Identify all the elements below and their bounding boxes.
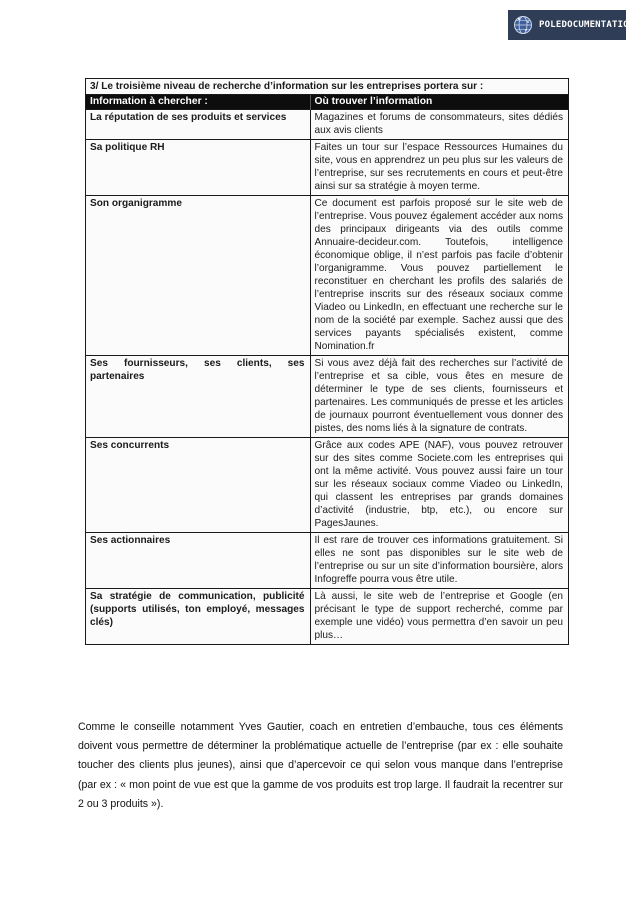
globe-icon xyxy=(513,15,533,35)
row-topic: Ses actionnaires xyxy=(86,533,310,589)
row-source: Si vous avez déjà fait des recherches sur l’activité de l’entreprise et sa cible, vous êtes en mesure de déterminer le type de ses clients, fournisseurs et partenaires. Les communiqués de presse et les articles de journaux pourront éventuellement vous donner des pistes, des noms liés à la signature de contrats. xyxy=(310,356,568,438)
row-topic: Ses concurrents xyxy=(86,438,310,533)
table-row xyxy=(86,438,568,533)
row-source: Ce document est parfois proposé sur le site web de l’entreprise. Vous pouvez également accéder aux noms des principaux dirigeants via des outils comme Annuaire-decideur.com. Toutefois, intelligence économique oblige, il n’est parfois pas facile d’obtenir l’organigramme. Vous pouvez partiellement le reconstituer en cherchant les profils des salariés de l’entreprise inscrits sur des réseaux sociaux comme Viadeo ou LinkedIn, en effectuant une recherche sur le nom de la société par exemple. Sachez aussi que des services payants spécialisés existent, comme Nomination.fr xyxy=(310,196,568,356)
header-where: Où trouver l’information xyxy=(310,95,568,110)
info-grid xyxy=(86,95,568,644)
table-header-row xyxy=(86,95,568,110)
poledocumentation-logo xyxy=(508,10,635,40)
table-row xyxy=(86,356,568,438)
table-row xyxy=(86,110,568,140)
information-table xyxy=(85,78,569,645)
row-topic: Sa stratégie de communication, publicité (supports utilisés, ton employé, messages clés) xyxy=(86,589,310,645)
row-topic: Son organigramme xyxy=(86,196,310,356)
table-row xyxy=(86,533,568,589)
table-row xyxy=(86,196,568,356)
table-row xyxy=(86,140,568,196)
row-topic: La réputation de ses produits et services xyxy=(86,110,310,140)
body-paragraph: Comme le conseille notamment Yves Gautier, coach en entretien d’embauche, tous ces éléments doivent vous permettre de déterminer la problématique actuelle de l’entreprise (par ex : elle souhaite toucher des clients plus jeunes), ainsi que d’apercevoir ce qui selon vous manque dans l’entreprise (par ex : « mon point de vue est que la gamme de vos produits est trop large. Il faudrait la recentrer sur 2 ou 3 produits »). xyxy=(78,720,563,811)
row-topic: Ses fournisseurs, ses clients, ses partenaires xyxy=(86,356,310,438)
table-caption: 3/ Le troisième niveau de recherche d’information sur les entreprises portera sur : xyxy=(86,79,568,95)
row-source: Là aussi, le site web de l’entreprise et Google (en précisant le type de support recherché, comme par exemple une vidéo) vous permettra d’en savoir un peu plus… xyxy=(310,589,568,645)
table-row xyxy=(86,589,568,645)
row-source: Faites un tour sur l’espace Ressources Humaines du site, vous en apprendrez un peu plus sur les valeurs de l’entreprise, sur ses recrutements en cours et peut-être ainsi sur sa stratégie à moyen terme. xyxy=(310,140,568,196)
row-source: Il est rare de trouver ces informations gratuitement. Si elles ne sont pas disponibles sur le site web de l’entreprise ou sur un site d’information boursière, alors Infogreffe pourra vous être utile. xyxy=(310,533,568,589)
row-source: Grâce aux codes APE (NAF), vous pouvez retrouver sur des sites comme Societe.com les entreprises qui ont la même activité. Vous pouvez aussi faire un tour sur les réseaux sociaux comme Viadeo ou LinkedIn, qui classent les entreprises par grands domaines d’activité (industrie, btp, etc.), ou encore sur PagesJaunes. xyxy=(310,438,568,533)
row-source: Magazines et forums de consommateurs, sites dédiés aux avis clients xyxy=(310,110,568,140)
header-information: Information à chercher : xyxy=(86,95,310,110)
row-topic: Sa politique RH xyxy=(86,140,310,196)
logo-text: POLEDOCUMENTATION xyxy=(539,20,635,30)
